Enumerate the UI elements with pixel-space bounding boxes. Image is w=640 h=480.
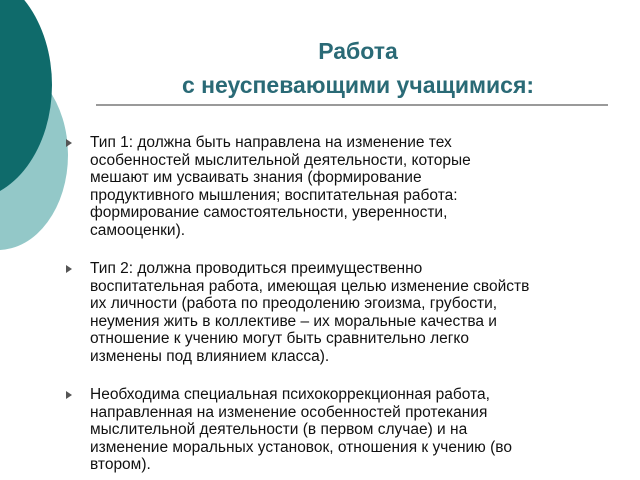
bullet-line: втором). [90, 456, 151, 473]
bullet-line: Необходима специальная психокоррекционная работа, [90, 386, 490, 403]
bullet-item-type-2 [64, 260, 638, 365]
bullet-line: их личности (работа по преодолению эгоизма, грубости, [90, 295, 498, 312]
bullet-line: Тип 1: должна быть направлена на изменение тех [90, 134, 452, 151]
bullet-triangle-icon [66, 265, 72, 273]
bullet-triangle-icon [66, 391, 72, 399]
bullet-line: отношение к учению могут быть сравнительно легко [90, 330, 470, 347]
bullet-text [90, 260, 638, 365]
bullet-line: неумения жить в коллективе – их моральные качества и [90, 312, 497, 330]
bullet-line: изменены под влиянием класса). [90, 347, 330, 365]
slide-title-line-2: с неуспевающими учащимися: [181, 72, 535, 98]
bullet-line: направленная на изменение особенностей протекания [90, 403, 488, 421]
bullet-text [90, 134, 638, 239]
bullet-line: продуктивного мышления; воспитательная работа: [90, 186, 458, 204]
bullet-line: самооценки). [90, 221, 186, 239]
bullet-line: воспитательная работа, имеющая целью изменение свойств [90, 277, 530, 295]
bullet-text [90, 386, 638, 474]
title-divider [96, 104, 608, 106]
bullet-line: изменение моральных установок, отношения к учению (во [90, 438, 512, 456]
bullet-line: формирование самостоятельности, уверенности, [90, 204, 448, 221]
bullet-item-correction [64, 386, 638, 474]
bullet-line: мешают им усваивать знания (формирование [90, 169, 422, 186]
bullet-list [64, 134, 638, 480]
bullet-line: Тип 2: должна проводиться преимущественно [90, 260, 423, 277]
bullet-triangle-icon [66, 139, 72, 147]
bullet-item-type-1 [64, 134, 638, 239]
slide-title-line-1: Работа [318, 38, 398, 64]
slide-title [88, 34, 628, 102]
bullet-line: мыслительной деятельности (в первом случае) и на [90, 421, 468, 438]
bullet-line: особенностей мыслительной деятельности, которые [90, 151, 471, 169]
